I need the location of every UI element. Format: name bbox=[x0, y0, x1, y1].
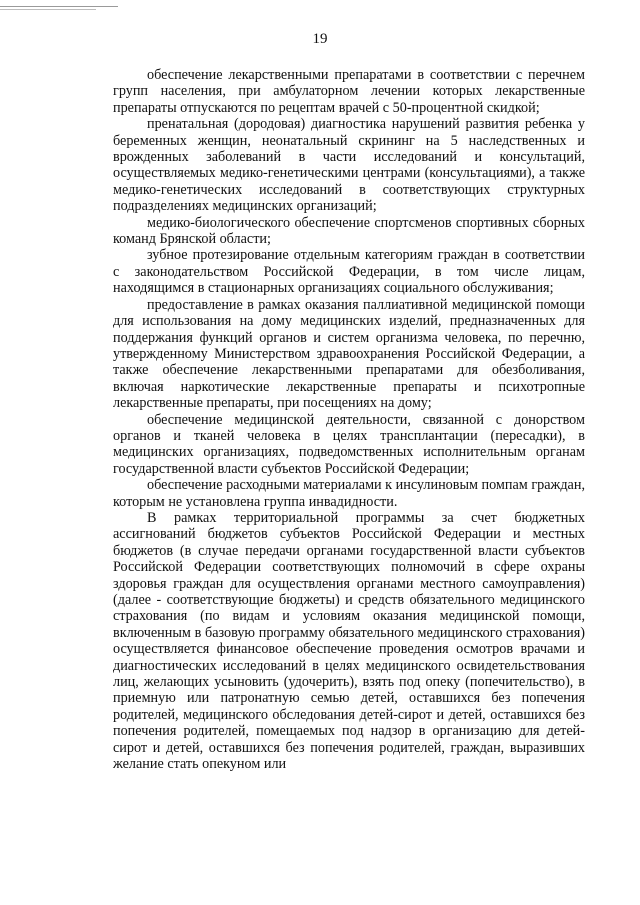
scan-edge-mark bbox=[0, 6, 118, 7]
paragraph-medications-discount: обеспечение лекарственными препаратами в соответствии с перечнем групп населения, при амбулаторном лечении которых лекарственные препараты отпускаются по рецептам врачей с 50-процентной скидкой; bbox=[113, 67, 585, 116]
paragraph-insulin-pumps: обеспечение расходными материалами к инсулиновым помпам граждан, которым не установлена группа инвадидности. bbox=[113, 477, 585, 510]
scan-edge-mark bbox=[0, 9, 96, 10]
paragraph-palliative-care: предоставление в рамках оказания паллиативной медицинской помощи для использования на дому медицинских изделий, предназначенных для поддержания функций органов и систем организма человека, по перечню, утвержденному Министерством здравоохранения Российской Федерации, а также обеспечение лекарственными препаратами для обезболивания, включая наркотические лекарственные препараты и психотропные лекарственные препараты, при посещениях на дому; bbox=[113, 296, 585, 412]
paragraph-dental-prosthetics: зубное протезирование отдельным категориям граждан в соответствии с законодательством Российской Федерации, в том числе лицам, находящимся в стационарных организациях социального обслуживания; bbox=[113, 247, 585, 297]
paragraph-organ-donation: обеспечение медицинской деятельности, связанной с донорством органов и тканей человека в целях трансплантации (пересадки), в медицинских организациях, подведомственных исполнительным органам государственной власти субъектов Российской Федерации; bbox=[113, 411, 585, 477]
page-number: 19 bbox=[312, 31, 328, 47]
paragraph-prenatal-diagnostics: пренатальная (дородовая) диагностика нарушений развития ребенка у беременных женщин, неонатальный скрининг на 5 наследственных и врожденных заболеваний в части исследований и консультаций, осуществляемых медико-генетическими центрами (консультациями), а также медико-генетических исследований в соответствующих структурных подразделениях медицинских организаций; bbox=[113, 116, 585, 215]
paragraph-athletes-support: медико-биологического обеспечение спортсменов спортивных сборных команд Брянской области; bbox=[113, 214, 585, 248]
paragraph-financing: В рамках территориальной программы за счет бюджетных ассигнований бюджетов субъектов Российской Федерации и местных бюджетов (в случае передачи органами государственной власти субъектов Российской Федерации соответствующих полномочий в сфере охраны здоровья граждан для осуществления органами местного самоуправления) (далее - соответствующие бюджеты) и средств обязательного медицинского страхования (по видам и условиям оказания медицинской помощи, включенным в базовую программу обязательного медицинского страхования) осуществляется финансовое обеспечение проведения осмотров врачами и диагностических исследований в целях медицинского освидетельствования лиц, желающих усыновить (удочерить), взять под опеку (попечительство), в приемную или патронатную семью детей, оставшихся без попечения родителей, медицинского обследования детей-сирот и детей, оставшихся без попечения родителей, помещаемых под надзор в организацию для детей-сирот и детей, оставшихся без попечения родителей, граждан, выразивших желание стать опекуном или bbox=[113, 509, 585, 773]
document-body bbox=[113, 67, 585, 772]
